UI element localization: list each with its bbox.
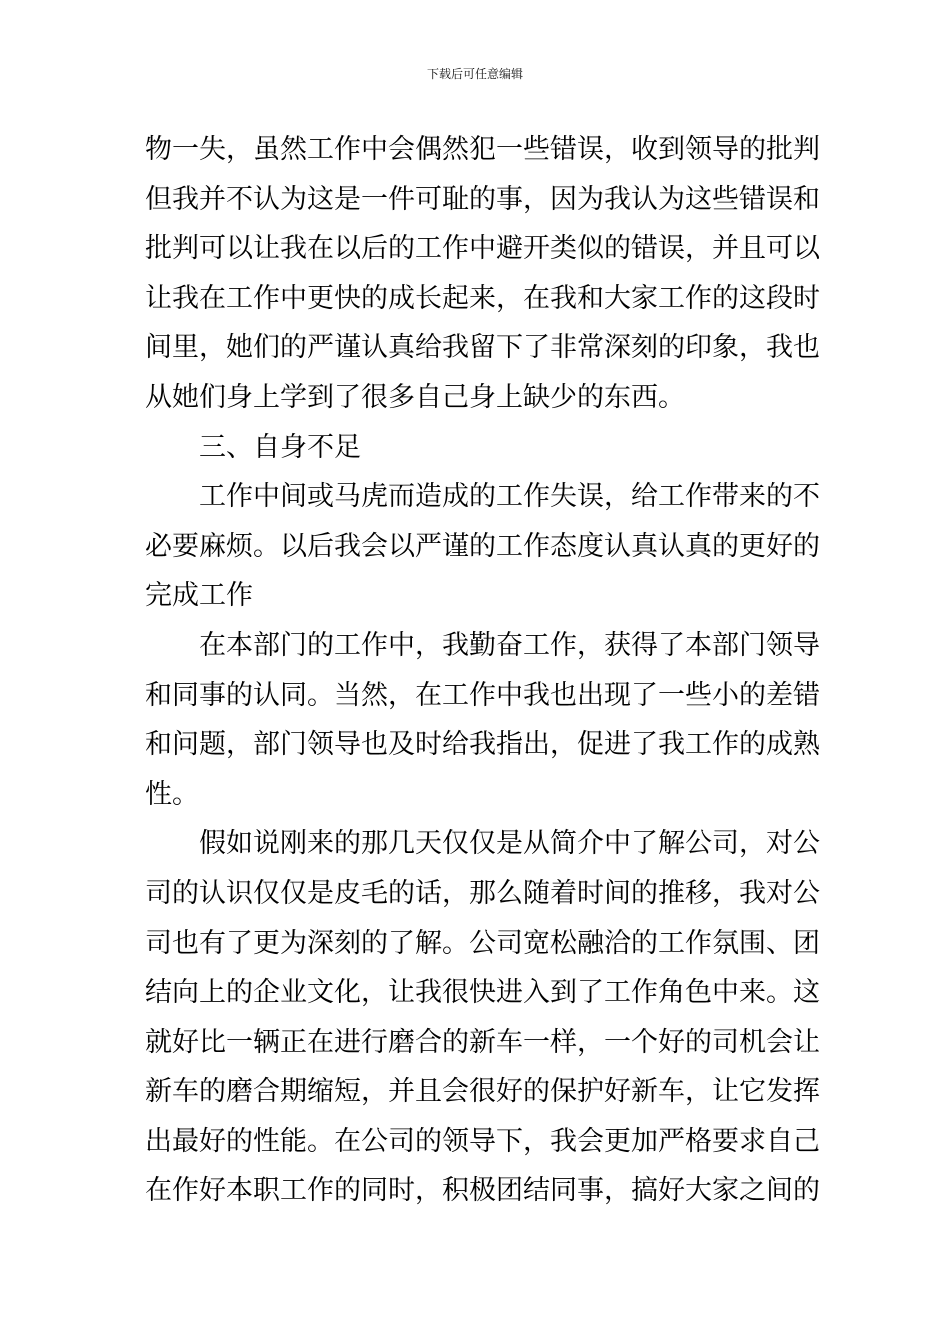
section-heading: 三、自身不足 (199, 431, 361, 463)
text-line: 物一失，虽然工作中会偶然犯一些错误，收到领导的批判 (145, 134, 820, 165)
text-line: 和问题，部门领导也及时给我指出，促进了我工作的成熟 (145, 729, 820, 761)
paragraph-start-line: 在本部门的工作中，我勤奋工作，获得了本部门领导 (199, 629, 820, 661)
page-header: 下载后可任意编辑 (426, 67, 523, 81)
text-line: 新车的磨合期缩短，并且会很好的保护好新车，让它发挥 (145, 1076, 820, 1108)
text-line: 从她们身上学到了很多自己身上缺少的东西。 (145, 381, 685, 413)
text-line: 在作好本职工作的同时，积极团结同事，搞好大家之间的 (145, 1175, 820, 1207)
text-line: 和同事的认同。当然，在工作中我也出现了一些小的差错 (145, 679, 820, 711)
text-line: 完成工作 (145, 580, 253, 612)
text-line: 间里，她们的严谨认真给我留下了非常深刻的印象，我也 (145, 332, 820, 364)
document-body (145, 125, 820, 1216)
text-line: 必要麻烦。以后我会以严谨的工作态度认真认真的更好的 (145, 530, 820, 562)
text-line: 批判可以让我在以后的工作中避开类似的错误，并且可以 (145, 233, 820, 265)
text-line: 司也有了更为深刻的了解。公司宽松融洽的工作氛围、团 (145, 927, 820, 959)
text-line: 司的认识仅仅是皮毛的话，那么随着时间的推移，我对公 (145, 877, 820, 909)
text-line: 但我并不认为这是一件可耻的事，因为我认为这些错误和 (145, 183, 820, 215)
text-line: 性。 (145, 778, 199, 810)
paragraph-start-line: 假如说刚来的那几天仅仅是从简介中了解公司，对公 (199, 828, 820, 860)
paragraph-start-line: 工作中间或马虎而造成的工作失误，给工作带来的不 (199, 481, 820, 513)
text-line: 就好比一辆正在进行磨合的新车一样，一个好的司机会让 (145, 1026, 820, 1058)
text-line: 结向上的企业文化，让我很快进入到了工作角色中来。这 (145, 977, 820, 1009)
text-line: 让我在工作中更快的成长起来，在我和大家工作的这段时 (145, 282, 820, 314)
text-line: 出最好的性能。在公司的领导下，我会更加严格要求自己 (145, 1125, 820, 1157)
